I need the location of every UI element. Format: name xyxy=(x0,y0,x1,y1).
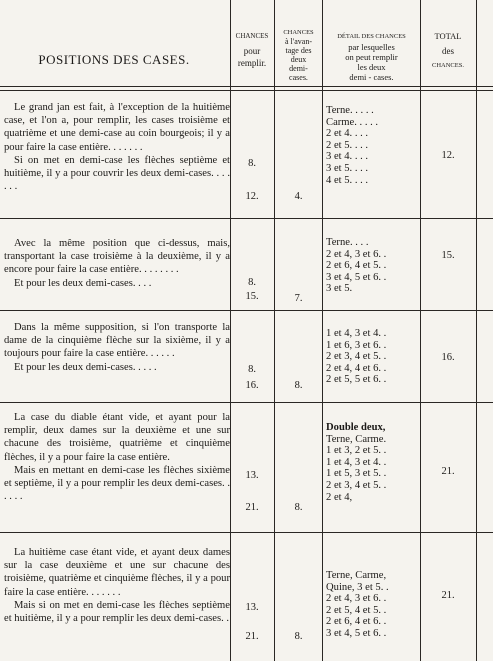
column-rule xyxy=(420,0,421,661)
detail-line: 3 et 5. xyxy=(326,283,353,295)
detail-line: Carme. . . . . xyxy=(326,116,379,128)
detail-line: 2 et 3, 4 et 5. . xyxy=(326,351,387,363)
chances-avantage-value: 8. xyxy=(294,502,303,513)
detail-line: 3 et 4. . . . xyxy=(326,151,369,163)
header-line: les deux xyxy=(357,62,386,72)
column-rule xyxy=(322,0,323,661)
detail-line: Double deux, xyxy=(326,422,386,433)
section-5-detail xyxy=(326,570,418,640)
header-line: demi - cases. xyxy=(349,72,394,82)
section-4-detail xyxy=(326,422,418,503)
header-line: CHANCES. xyxy=(432,62,464,69)
header-line: DÉTAIL DES CHANCES xyxy=(337,33,406,40)
total-value: 21. xyxy=(441,590,455,601)
detail-line: 3 et 5. . . . xyxy=(326,162,369,174)
column-rule xyxy=(230,0,231,661)
position-text: Si on met en demi-case les flèches septième et huitième, il y a pour couvrir les deux demi-cases. . . . . . . xyxy=(4,154,230,193)
column-header-total xyxy=(422,30,474,72)
header-line: demi- xyxy=(289,64,308,73)
total-value: 21. xyxy=(441,466,455,477)
detail-line: 2 et 4. . . . xyxy=(326,128,369,140)
detail-line: 1 et 3, 2 et 5. . xyxy=(326,445,387,457)
position-text: Le grand jan est fait, à l'exception de la huitième case, et l'on a, pour remplir, les cases troisième et quatrième et une demi-case au coin bourgeois; il y a pour faire la case entière. . . . . . . xyxy=(4,102,230,153)
header-line: on peut remplir xyxy=(345,52,398,62)
detail-line: 2 et 3, 4 et 5. . xyxy=(326,479,387,491)
section-4-description xyxy=(4,411,230,503)
section-3-description xyxy=(4,321,230,374)
chances-pour-value: 8. xyxy=(248,364,256,375)
position-text: Dans la même supposition, si l'on transporte la dame de la cinquième flèche sur la sixième, il y a toujours pour faire la case entière. . . . . . xyxy=(4,322,230,360)
chances-pour-value: 21. xyxy=(245,631,259,642)
detail-line: 2 et 4, 4 et 6. . xyxy=(326,362,387,374)
total-value: 12. xyxy=(441,150,455,161)
section-1-detail xyxy=(326,105,418,186)
position-text: La huitième case étant vide, et ayant deux dames sur la case deuxième et une sur chacune des troisième, quatrième et cinquième flèches, il y a pour faire la case entière. . . . . . . xyxy=(4,547,230,598)
detail-line: 2 et 4, xyxy=(326,491,353,503)
header-line: cases. xyxy=(289,73,308,82)
section-rule xyxy=(0,532,493,533)
chances-pour-value: 8. xyxy=(248,277,256,288)
header-line: deux xyxy=(290,55,307,64)
detail-line: 2 et 6, 4 et 5. . xyxy=(326,260,387,272)
chances-pour-value: 15. xyxy=(245,291,259,302)
section-rule xyxy=(0,402,493,403)
chances-pour-value: 16. xyxy=(245,380,259,391)
detail-line: 3 et 4, 5 et 6. . xyxy=(326,271,387,283)
section-rule xyxy=(0,218,493,219)
header-line: des xyxy=(442,46,454,56)
section-5-description xyxy=(4,546,230,625)
header-line: par lesquelles xyxy=(348,42,395,52)
header-line: tage des xyxy=(285,46,312,55)
chances-pour-value: 8. xyxy=(248,158,256,169)
chances-avantage-value: 8. xyxy=(294,380,303,391)
column-header-positions: POSITIONS DES CASES. xyxy=(38,52,190,67)
position-text: Mais en mettant en demi-case les flèches sixième et septième, il y a pour remplir les deux demi-cases. . . . . . xyxy=(4,464,230,503)
detail-line: Quine, 3 et 5. . xyxy=(326,581,389,593)
detail-line: Terne. . . . xyxy=(326,237,369,248)
header-line: pour xyxy=(243,45,261,56)
chances-pour-value: 13. xyxy=(245,602,259,613)
detail-line: 2 et 4, 3 et 6. . xyxy=(326,248,387,260)
total-value: 16. xyxy=(441,352,455,363)
chances-avantage-value: 7. xyxy=(294,293,303,304)
header-line: TOTAL xyxy=(434,31,462,41)
detail-line: 3 et 4, 5 et 6. . xyxy=(326,627,387,639)
detail-line: Terne, Carme. xyxy=(326,433,387,445)
chances-avantage-value: 8. xyxy=(294,631,303,642)
detail-line: 4 et 5. . . . xyxy=(326,174,369,186)
section-rule xyxy=(0,310,493,311)
position-text: Et pour les deux demi-cases. . . . . xyxy=(14,361,157,373)
position-text: Et pour les deux demi-cases. . . . xyxy=(14,277,152,289)
detail-line: 2 et 6, 4 et 6. . xyxy=(326,616,387,628)
chances-pour-value: 12. xyxy=(245,191,259,202)
detail-line: 1 et 4, 3 et 4. . xyxy=(326,456,387,468)
detail-line: 1 et 4, 3 et 4. . xyxy=(326,328,387,339)
detail-line: 2 et 5, 5 et 6. . xyxy=(326,374,387,386)
section-2-description xyxy=(4,237,230,290)
header-rule xyxy=(0,86,493,91)
chances-pour-value: 21. xyxy=(245,502,259,513)
detail-line: 2 et 5, 4 et 5. . xyxy=(326,604,387,616)
detail-line: 1 et 6, 3 et 6. . xyxy=(326,339,387,351)
header-line: remplir. xyxy=(237,57,267,68)
position-text: La case du diable étant vide, et ayant pour la remplir, deux dames sur la deuxième et une sur chacune des troisième, quatrième et cinquième flèches, il y a pour faire la case entière. xyxy=(4,412,230,463)
total-value: 15. xyxy=(441,250,455,261)
header-line: à l'avan- xyxy=(285,37,312,46)
header-line: CHANCES xyxy=(283,29,314,36)
chances-pour-value: 13. xyxy=(245,470,259,481)
detail-line: Terne. . . . . xyxy=(326,105,374,116)
header-line: CHANCES xyxy=(235,32,269,40)
column-rule xyxy=(274,0,275,661)
position-text: Avec la même position que ci-dessus, mais, transportant la case troisième à la deuxième, il y a encore pour faire la case entière. . . . . . . . xyxy=(4,238,230,276)
position-text: Mais si on met en demi-case les flèches septième et huitième, il y a pour remplir les deux demi-cases. . xyxy=(4,599,230,625)
column-rule xyxy=(476,0,477,661)
detail-line: 2 et 5. . . . xyxy=(326,139,369,151)
detail-line: 2 et 4, 3 et 6. . xyxy=(326,593,387,605)
section-1-description xyxy=(4,101,230,193)
column-header-chances-avantage xyxy=(276,28,321,82)
column-header-detail xyxy=(324,32,419,82)
section-2-detail xyxy=(326,237,418,295)
detail-line: 1 et 5, 3 et 5. . xyxy=(326,468,387,480)
chances-avantage-value: 4. xyxy=(294,191,303,202)
detail-line: Terne, Carme, xyxy=(326,570,387,581)
section-3-detail xyxy=(326,328,418,386)
column-header-chances-pour xyxy=(232,32,272,69)
